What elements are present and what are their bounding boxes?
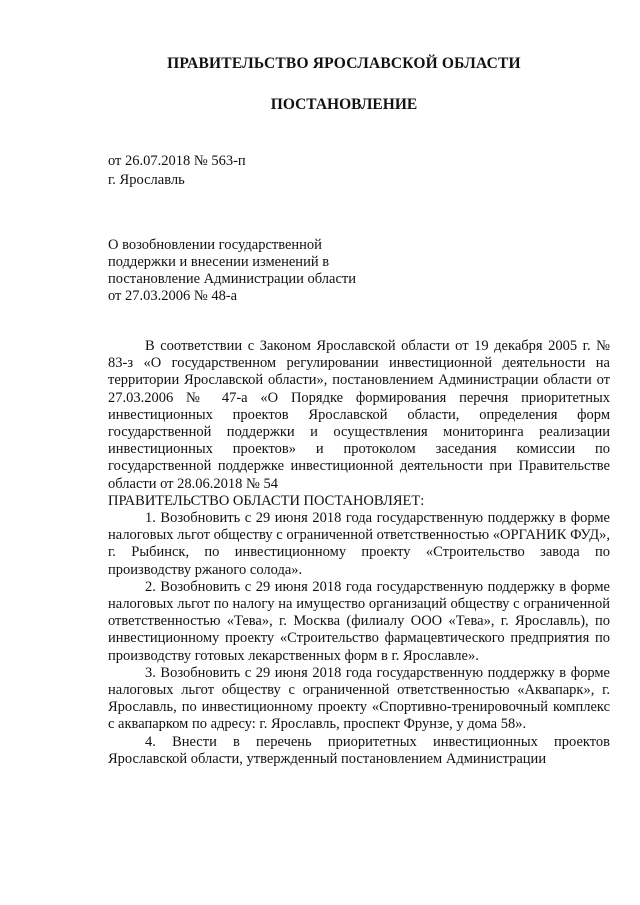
decree-line: ПРАВИТЕЛЬСТВО ОБЛАСТИ ПОСТАНОВЛЯЕТ: [108, 492, 425, 509]
document-meta [108, 152, 246, 190]
document-subject: О возобновлении государственной поддержки и внесении изменений в постановление Администрации области от 27.03.2006 № 48-а [108, 237, 356, 304]
item-2-paragraph: 2. Возобновить с 29 июня 2018 года государственную поддержку в форме налоговых льгот по налогу на имущество организаций обществу с ограниченной ответственностью «Тева», г. Москва (филиалу ООО «Тева», г. Ярославль), по инвестиционному проекту «Строительство фармацевтического предприятия по производству готовых лекарственных форм в г. Ярославле». [108, 578, 610, 664]
item-4-paragraph: 4. Внести в перечень приоритетных инвестиционных проектов Ярославской области, утвержденный постановлением Администрации [108, 733, 610, 767]
government-title: ПРАВИТЕЛЬСТВО ЯРОСЛАВСКОЙ ОБЛАСТИ [167, 55, 521, 72]
date-number: от 26.07.2018 № 563-п [108, 153, 246, 169]
preamble-paragraph: В соответствии с Законом Ярославской области от 19 декабря 2005 г. № 83-з «О государственном регулировании инвестиционной деятельности на территории Ярославской области», постановлением Администрации области от 27.03.2006 № 47-а «О Порядке формирования перечня приоритетных инвестиционных проектов Ярославской области, определения форм государственной поддержки и осуществления мониторинга реализации инвестиционных проектов» и протоколом заседания комиссии по государственной поддержке инвестиционной деятельности при Правительстве области от 28.06.2018 № 54 [108, 338, 610, 492]
city: г. Ярославль [108, 172, 185, 188]
item-1-paragraph: 1. Возобновить с 29 июня 2018 года государственную поддержку в форме налоговых льгот обществу с ограниченной ответственностью «ОРГАНИК ФУД», г. Рыбинск, по инвестиционному проекту «Строительство завода по производству ржаного солода». [108, 510, 610, 578]
item-3-paragraph: 3. Возобновить с 29 июня 2018 года государственную поддержку в форме налоговых льгот обществу с ограниченной ответственностью «Аквапарк», г. Ярославль, по инвестиционному проекту «Спортивно-тренировочный комплекс с аквапарком по адресу: г. Ярославль, проспект Фрунзе, у дома 58». [108, 664, 610, 733]
document-body [108, 338, 610, 768]
document-type-title: ПОСТАНОВЛЕНИЕ [270, 96, 418, 113]
